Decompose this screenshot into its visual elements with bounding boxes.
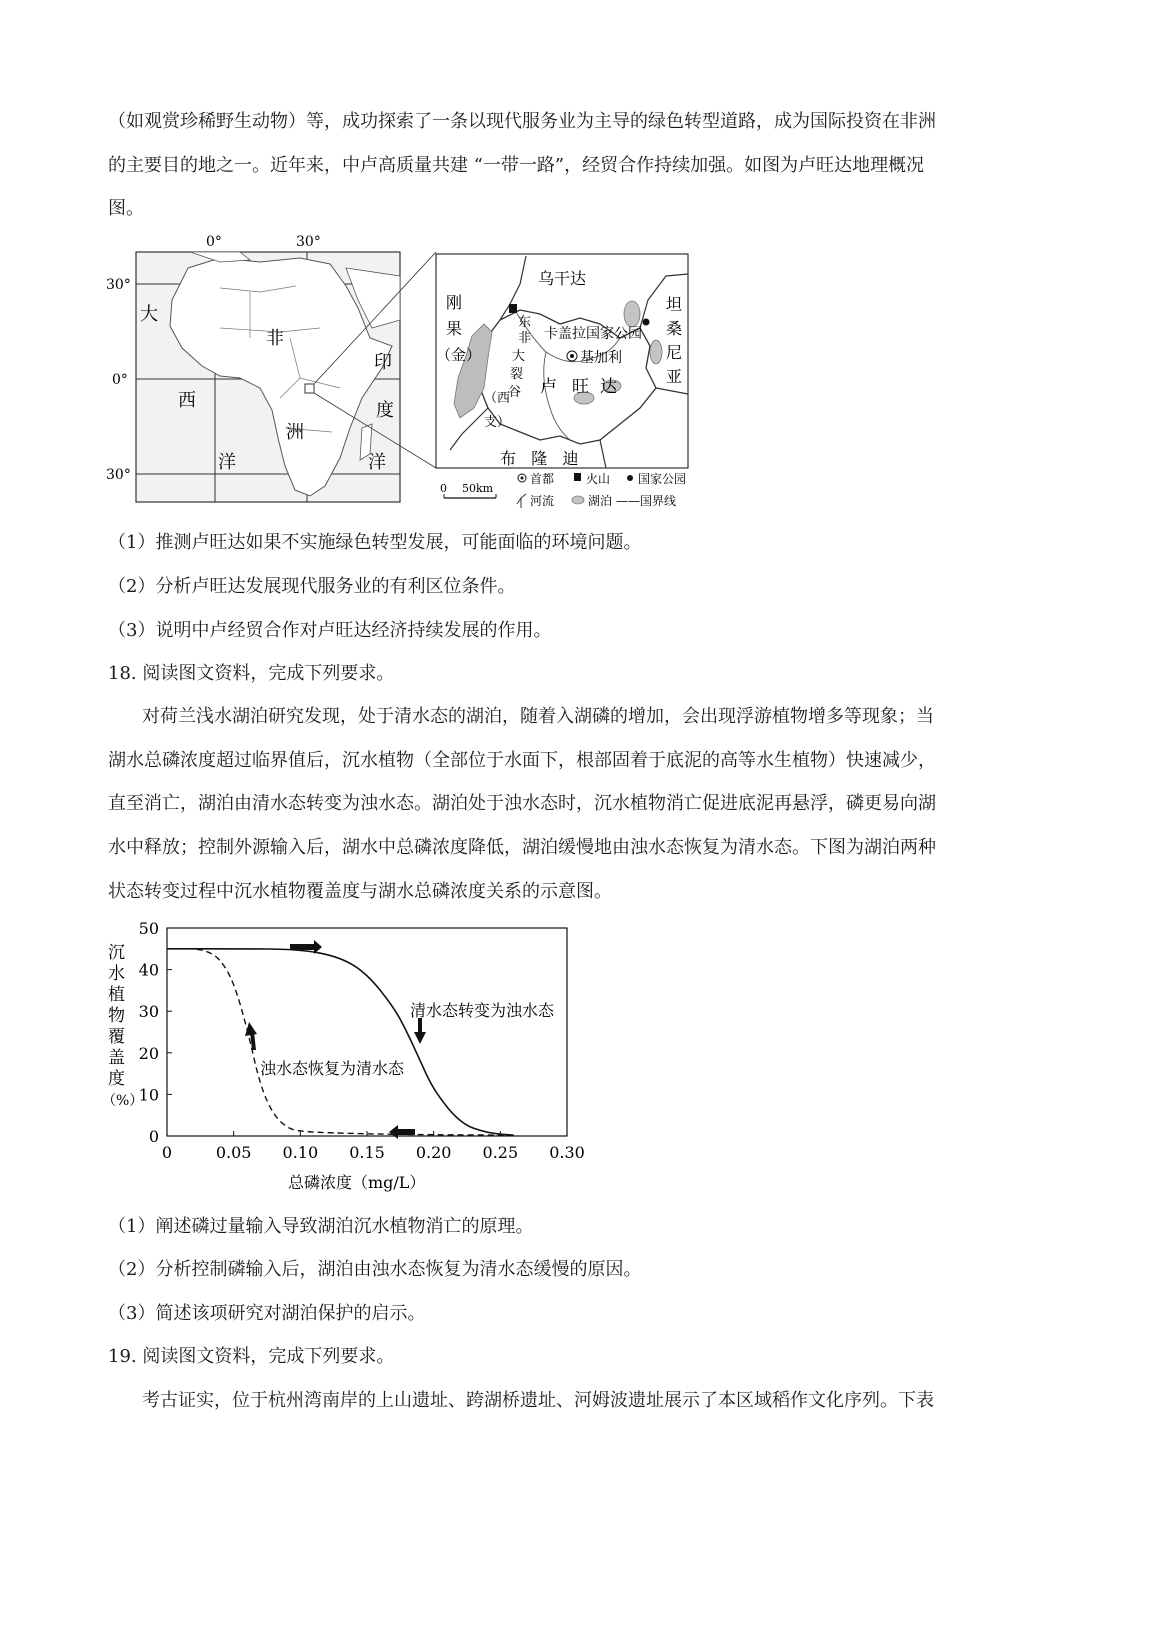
label-rift-3: 大	[512, 349, 526, 364]
q18-text-4: 水中释放；控制外源输入后，湖水中总磷浓度降低，湖泊缓慢地由浊水态恢复为清水态。下图为湖泊两种	[108, 837, 936, 858]
label-rift-5: 谷	[508, 385, 522, 400]
national-park-marker	[643, 319, 650, 326]
label-da: 大	[140, 304, 158, 325]
y-label-char: 植	[108, 985, 125, 1005]
series-turbid-to-clear	[194, 949, 514, 1135]
x-tick-label: 0.10	[282, 1143, 319, 1162]
label-yang-indian: 洋	[368, 452, 386, 473]
label-rift-7: 支）	[484, 415, 511, 430]
x-tick-label: 0.25	[482, 1143, 519, 1162]
series-clear-to-turbid	[167, 949, 514, 1135]
legend-river-icon	[517, 494, 526, 508]
label-rwanda-2: 旺	[572, 377, 589, 397]
y-label-char: 度	[108, 1069, 125, 1089]
label-congo-2: 果	[446, 319, 463, 338]
volcano-marker	[509, 304, 517, 313]
label-kigali: 基加利	[580, 350, 622, 366]
legend-lake-icon	[572, 496, 584, 504]
annotation-turbid-to-clear: 浊水态恢复为清水态	[260, 1059, 405, 1078]
arrow-left	[389, 1125, 415, 1139]
y-tick-label: 50	[138, 919, 159, 938]
label-tanzania-3: 尼	[666, 343, 683, 362]
x-tick-label: 0.30	[549, 1143, 585, 1162]
label-tanzania-4: 亚	[666, 367, 683, 386]
y-label-char: （%）	[102, 1093, 144, 1109]
lake-east-1	[624, 301, 640, 327]
legend-volcano: 火山	[586, 472, 611, 486]
x-tick-label: 0.15	[349, 1143, 385, 1162]
y-label-char: 沉	[108, 943, 125, 963]
label-rift-1: 东	[518, 315, 532, 330]
legend-capital: 首都	[530, 472, 555, 486]
scale-distance: 50km	[462, 482, 494, 495]
y-label-char: 水	[108, 964, 125, 984]
legend-river: 河流	[530, 494, 555, 508]
lat-label-0: 0°	[112, 372, 128, 388]
label-tanzania-2: 桑	[666, 319, 683, 338]
q19-title: 19. 阅读图文资料，完成下列要求。	[108, 1346, 395, 1367]
x-tick-label: 0	[161, 1143, 173, 1162]
q18-sub-2: （2）分析控制磷输入后，湖泊由浊水态恢复为清水态缓慢的原因。	[108, 1259, 642, 1280]
y-label-char: 盖	[108, 1048, 125, 1068]
q18-title: 18. 阅读图文资料，完成下列要求。	[108, 663, 395, 684]
q18-text-1: 对荷兰浅水湖泊研究发现，处于清水态的湖泊，随着入湖磷的增加，会出现浮游植物增多等现象；当	[142, 706, 934, 727]
legend-border: ——国界线	[616, 494, 677, 508]
label-rwanda-3: 达	[600, 377, 617, 397]
x-axis-label: 总磷浓度（mg/L）	[288, 1173, 426, 1192]
plot-frame	[167, 928, 567, 1136]
y-tick-label: 30	[138, 1002, 159, 1022]
rwanda-map-figure	[100, 228, 720, 513]
label-zhou: 洲	[286, 422, 304, 443]
label-congo-3: （金）	[436, 346, 482, 364]
arrow-down-head	[414, 1032, 426, 1044]
y-axis-label	[102, 943, 143, 1109]
label-du: 度	[376, 400, 394, 421]
y-tick-label: 0	[148, 1127, 159, 1146]
q17-sub-1: （1）推测卢旺达如果不实施绿色转型发展，可能面临的环境问题。	[108, 532, 642, 553]
q18-sub-1: （1）阐述磷过量输入导致湖泊沉水植物消亡的原理。	[108, 1216, 534, 1237]
q17-sub-3: （3）说明中卢经贸合作对卢旺达经济持续发展的作用。	[108, 620, 552, 641]
annotation-clear-to-turbid: 清水态转变为浊水态	[410, 1001, 555, 1020]
intro-line-2: 的主要目的地之一。近年来，中卢高质量共建 “一带一路”，经贸合作持续加强。如图为卢旺达地理概况	[108, 155, 925, 176]
intro-line-3: 图。	[108, 198, 144, 219]
label-xi: 西	[178, 390, 196, 411]
scale-zero: 0	[440, 482, 447, 495]
lake-east-2	[650, 340, 662, 364]
label-uganda: 乌干达	[538, 269, 587, 288]
label-congo-1: 刚	[446, 293, 463, 312]
intro-line-1: （如观赏珍稀野生动物）等，成功探索了一条以现代服务业为主导的绿色转型道路，成为国际投资在非洲	[108, 111, 936, 132]
q18-text-5: 状态转变过程中沉水植物覆盖度与湖水总磷浓度关系的示意图。	[108, 881, 612, 902]
y-label-char: 物	[108, 1006, 125, 1026]
phosphorus-coverage-chart	[100, 918, 600, 1198]
label-yang-atlantic: 洋	[218, 452, 236, 473]
lat-label-30n: 30°	[106, 277, 131, 293]
arrow-down	[418, 1018, 422, 1034]
y-tick-label: 20	[138, 1043, 159, 1063]
legend-park-icon	[627, 475, 633, 481]
label-rift-6: （西	[484, 391, 511, 406]
label-fei: 非	[266, 328, 284, 349]
y-label-char: 覆	[108, 1027, 125, 1047]
x-tick-label: 0.05	[215, 1143, 252, 1162]
lon-label-0: 0°	[206, 234, 222, 250]
y-tick-label: 40	[138, 960, 159, 980]
x-tick-label: 0.20	[415, 1143, 452, 1162]
q18-text-2: 湖水总磷浓度超过临界值后，沉水植物（全部位于水面下，根部固着于底泥的高等水生植物）快速减少，	[108, 750, 936, 771]
q19-text-1: 考古证实，位于杭州湾南岸的上山遗址、跨湖桥遗址、河姆波遗址展示了本区域稻作文化序列。下表	[142, 1390, 934, 1411]
label-tanzania-1: 坦	[666, 295, 683, 314]
lat-label-30s: 30°	[106, 467, 131, 483]
legend-volcano-icon	[574, 473, 581, 481]
legend-lake: 湖泊	[588, 494, 613, 508]
label-burundi: 布 隆 迪	[500, 449, 579, 468]
label-rift-4: 裂	[510, 367, 524, 382]
lon-label-30: 30°	[296, 234, 321, 250]
q17-sub-2: （2）分析卢旺达发展现代服务业的有利区位条件。	[108, 576, 516, 597]
q18-sub-3: （3）简述该项研究对湖泊保护的启示。	[108, 1303, 426, 1324]
label-rwanda-1: 卢	[540, 377, 557, 397]
y-tick-label: 10	[138, 1085, 159, 1105]
label-kagera-park: 卡盖拉国家公园	[544, 326, 642, 342]
label-rift-2: 非	[518, 331, 532, 346]
legend-park: 国家公园	[638, 472, 687, 486]
label-yin: 印	[374, 352, 392, 373]
q18-text-3: 直至消亡，湖泊由清水态转变为浊水态。湖泊处于浊水态时，沉水植物消亡促进底泥再悬浮，磷更易向湖	[108, 793, 936, 814]
